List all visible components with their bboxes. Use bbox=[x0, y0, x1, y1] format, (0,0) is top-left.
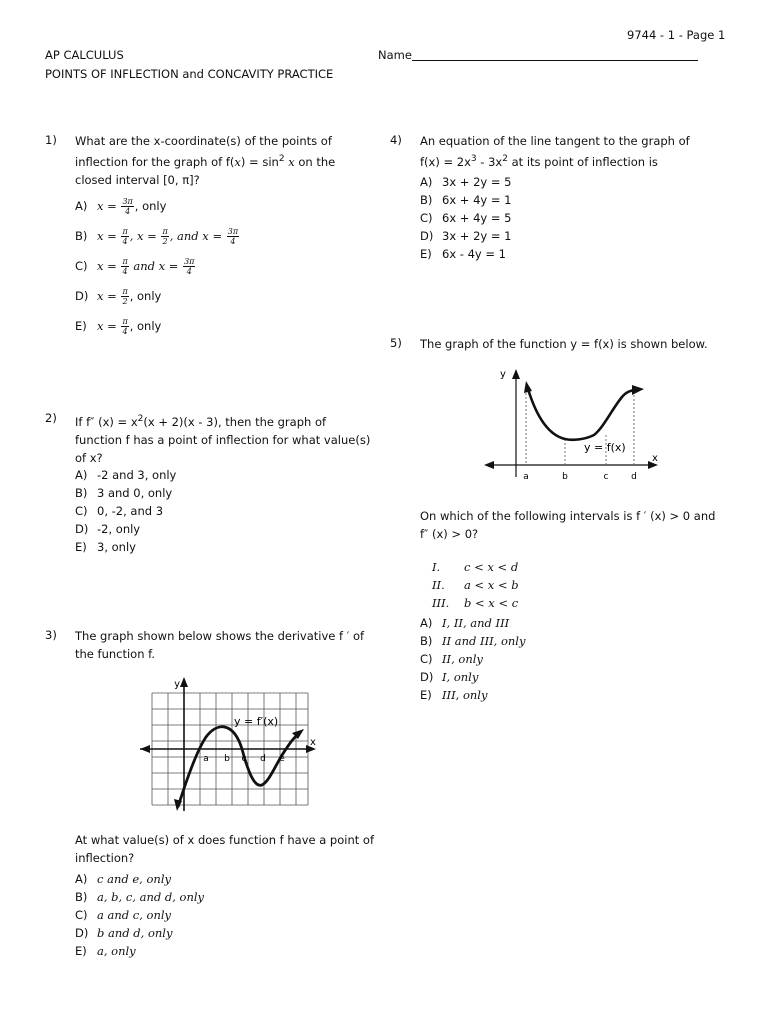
q3-tick-b: b bbox=[224, 754, 230, 764]
q3-axes bbox=[140, 681, 312, 811]
q3-prompt-line1: At what value(s) of x does function f have a point of bbox=[75, 833, 375, 847]
question-5-choices bbox=[420, 614, 525, 704]
q2-choice-c[interactable]: C) 0, -2, and 3 bbox=[75, 504, 164, 518]
q5-curve-end-arrow-icon bbox=[632, 385, 644, 395]
q5-curve-start-arrow-icon bbox=[524, 381, 532, 393]
q3-y-label: y bbox=[174, 679, 180, 690]
q3-y-arrow-icon bbox=[180, 677, 188, 687]
q5-choice-c[interactable]: C) II, only bbox=[420, 652, 483, 666]
q1-choice-d[interactable]: D) x = $\frac{\pi}{2}$ , only bbox=[75, 287, 162, 306]
q3-line1: The graph shown below shows the derivative f ′ of bbox=[75, 629, 365, 643]
q3-tick-e: e bbox=[279, 754, 285, 764]
question-3-text bbox=[75, 627, 380, 663]
question-3-prompt bbox=[75, 831, 385, 867]
q3-curve-label: y = f′(x) bbox=[234, 715, 279, 728]
q3-tick-c: c bbox=[241, 754, 247, 764]
q5-x-label: x bbox=[652, 453, 658, 464]
q4-choice-d[interactable]: D) 3x + 2y = 1 bbox=[420, 229, 512, 243]
q4-choice-a[interactable]: A) 3x + 2y = 5 bbox=[420, 175, 512, 189]
q5-function-graph bbox=[482, 365, 667, 485]
q3-tick-d: d bbox=[260, 754, 266, 764]
q5-tick-c: c bbox=[603, 472, 609, 482]
q5-choice-a[interactable]: A) I, II, and III bbox=[420, 616, 510, 630]
q5-choice-b[interactable]: B) II and III, only bbox=[420, 634, 526, 648]
q2-choice-a[interactable]: A) -2 and 3, only bbox=[75, 468, 177, 482]
q3-prompt-line2: inflection? bbox=[75, 851, 135, 865]
worksheet-title: POINTS OF INFLECTION and CONCAVITY PRACTICE bbox=[45, 67, 334, 81]
q3-choice-a[interactable]: A) c and e, only bbox=[75, 872, 171, 886]
q5-roman-i: I. c < x < d bbox=[432, 560, 519, 574]
q3-choice-e[interactable]: E) a, only bbox=[75, 944, 136, 958]
q1-line3: closed interval [0, π]? bbox=[75, 172, 200, 187]
q2-line2: function f has a point of inflection for what value(s) bbox=[75, 432, 371, 447]
page-id: 9744 - 1 - Page 1 bbox=[627, 28, 726, 42]
name-label bbox=[378, 48, 412, 62]
q3-derivative-curve bbox=[178, 727, 300, 807]
q2-line3: of x? bbox=[75, 450, 103, 465]
q3-derivative-graph bbox=[140, 675, 320, 815]
name-field[interactable] bbox=[412, 60, 698, 61]
question-5-prompt bbox=[420, 507, 750, 543]
q5-tick-d: d bbox=[631, 472, 637, 482]
q4-choice-b[interactable]: B) 6x + 4y = 1 bbox=[420, 193, 512, 207]
q5-choice-d[interactable]: D) I, only bbox=[420, 670, 479, 684]
q5-y-label: y bbox=[500, 369, 506, 380]
q3-x-label: x bbox=[310, 737, 316, 748]
question-3-choices bbox=[75, 870, 204, 960]
q1-line1: What are the x-coordinate(s) of the points of bbox=[75, 134, 332, 148]
question-3-number: 3) bbox=[45, 628, 57, 642]
course-title: AP CALCULUS bbox=[45, 48, 124, 62]
q4-choice-e[interactable]: E) 6x - 4y = 1 bbox=[420, 247, 506, 261]
q2-choice-e[interactable]: E) 3, only bbox=[75, 540, 136, 554]
question-1-number: 1) bbox=[45, 133, 57, 147]
q3-choice-d[interactable]: D) b and d, only bbox=[75, 926, 173, 940]
q5-prompt-line1: On which of the following intervals is f ′ (x) > 0 and bbox=[420, 509, 716, 523]
name-label-text: Name bbox=[378, 48, 412, 62]
q5-roman-options bbox=[432, 558, 519, 612]
question-1-text bbox=[75, 132, 375, 189]
q1-choice-a[interactable]: A) x = $\frac{3\pi}{4}$ , only bbox=[75, 197, 167, 216]
q4-line1: An equation of the line tangent to the graph of bbox=[420, 134, 690, 148]
q3-choice-c[interactable]: C) a and c, only bbox=[75, 908, 172, 922]
q5-tick-b: b bbox=[562, 472, 568, 482]
q2-choice-d[interactable]: D) -2, only bbox=[75, 522, 141, 536]
q5-choice-e[interactable]: E) III, only bbox=[420, 688, 488, 702]
question-4-choices bbox=[420, 173, 511, 263]
q2-line1: If f″ $(x) = x^2(x + 2)(x - 3)$, then the graph of bbox=[75, 414, 327, 429]
q5-prompt-line2: f″ (x) > 0? bbox=[420, 527, 479, 541]
question-4-text bbox=[420, 132, 720, 171]
q5-x-left-arrow-icon bbox=[484, 461, 494, 469]
question-2-text bbox=[75, 410, 380, 467]
q1-line2: inflection for the graph of $f(x) = \sin^2 x$ on the bbox=[75, 154, 336, 169]
q2-choice-b[interactable]: B) 3 and 0, only bbox=[75, 486, 173, 500]
q1-choice-c[interactable]: C) x = $\frac{\pi}{4}$ and x = $\frac{3\pi}{4}$ bbox=[75, 257, 195, 276]
q5-y-arrow-icon bbox=[512, 369, 520, 379]
q5-tick-a: a bbox=[523, 472, 529, 482]
q4-choice-c[interactable]: C) 6x + 4y = 5 bbox=[420, 211, 512, 225]
q3-x-left-arrow-icon bbox=[140, 745, 150, 753]
q5-roman-iii: III. b < x < c bbox=[432, 596, 519, 610]
q5-function-curve bbox=[528, 389, 634, 440]
question-5-number: 5) bbox=[390, 336, 402, 350]
question-4-number: 4) bbox=[390, 133, 402, 147]
q3-line2: the function f. bbox=[75, 647, 156, 661]
question-2-number: 2) bbox=[45, 411, 57, 425]
q5-roman-ii: II. a < x < b bbox=[432, 578, 519, 592]
q4-line2: $f(x) = 2x^3 - 3x^2$ at its point of inflection is bbox=[420, 154, 658, 169]
q5-curve-label: y = f(x) bbox=[584, 441, 626, 454]
q3-tick-a: a bbox=[203, 754, 209, 764]
q3-choice-b[interactable]: B) a, b, c, and d, only bbox=[75, 890, 205, 904]
question-5-text: The graph of the function y = f(x) is shown below. bbox=[420, 337, 708, 351]
question-1-choices bbox=[75, 191, 240, 341]
question-2-choices bbox=[75, 466, 176, 556]
q1-choice-b[interactable]: B) x = $\frac{\pi}{4}$ , x = $\frac{\pi}{2}$ , and x = $\frac{3\pi}{4}$ bbox=[75, 227, 239, 246]
q1-choice-e[interactable]: E) x = $\frac{\pi}{4}$ , only bbox=[75, 317, 162, 336]
